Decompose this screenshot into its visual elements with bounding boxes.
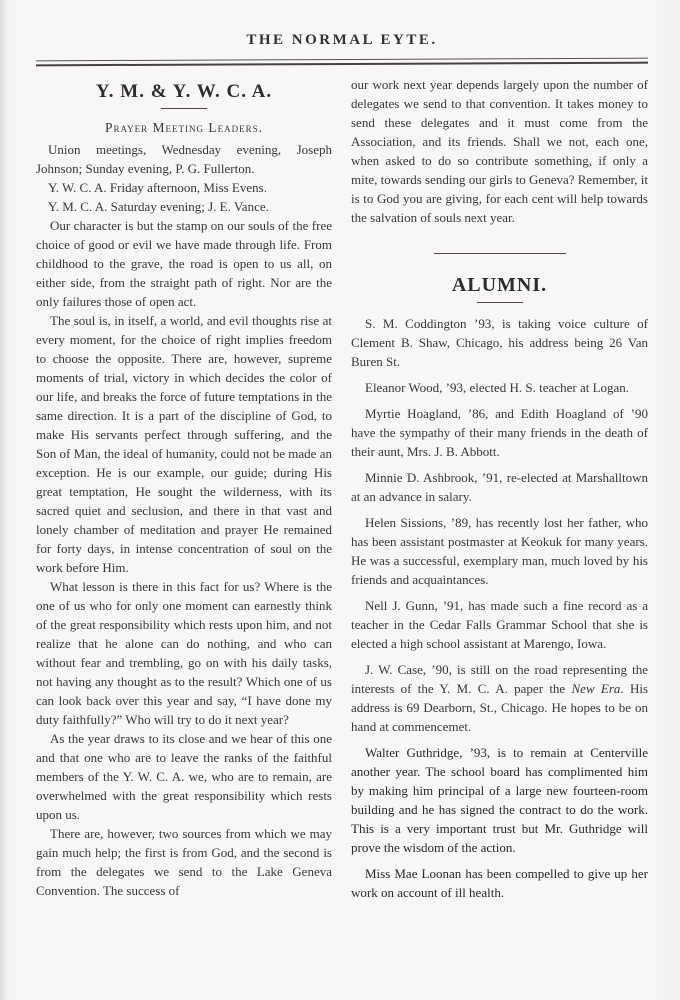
case-paper-name: New Era [571, 681, 621, 696]
alumni-item: Nell J. Gunn, ’91, has made such a fine record as a teacher in the Cedar Falls Grammar School that she is elected a high school assistant at Marengo, Iowa. [351, 598, 648, 651]
alumni-item: Walter Guthridge, ’93, is to remain at Centerville another year. The school board has complimented him by making him principal of a large new fourteen-room building and he has signed the contract to do the work. This is a very important trust but Mr. Guthridge will prove the wisdom of the action. [351, 745, 648, 855]
alumni-item: Miss Mae Loonan has been compelled to give up her work on account of ill health. [351, 866, 648, 900]
alumni-top-rule [434, 253, 566, 254]
subheading-prayer-meeting-leaders: Prayer Meeting Leaders. [104, 120, 264, 135]
paragraph: As the year draws to its close and we hear of this one and that one who are to leave the ranks of the faithful members of the Y. W. C. A. we, who are to remain, are overwhelmed with the great responsibility which rests upon us. [36, 731, 332, 822]
alumni-item: Helen Sissions, ’89, has recently lost her father, who has been assistant postmaster at Keokuk for many years. He was a successful, exemplary man, much loved by his friends and acquaintances. [351, 515, 648, 587]
section-title-alumni: ALUMNI. [451, 274, 548, 296]
alumni-title-rule [477, 302, 523, 303]
alumni-item: Myrtie Hoagland, ’86, and Edith Hoagland of ’90 have the sympathy of their many friends in the death of their aunt, Mrs. J. B. Abbott. [351, 406, 648, 459]
leader-line: Union meetings, Wednesday evening, Joseph Johnson; Sunday evening, P. G. Fullerton. [36, 142, 332, 176]
alumni-item: S. M. Coddington ’93, is taking voice culture of Clement B. Shaw, Chicago, his address being 26 Van Buren St. [351, 316, 648, 369]
case-text-pre: J. W. Case, ’90, is still on the road representing the interests of the Y. M. C. A. paper the [351, 662, 648, 696]
paragraph: What lesson is there in this fact for us? Where is the one of us who for only one moment can earnestly think of the great responsibility which rests upon him, and not realize that he alone can do nothing, and who can without fear and trembling, go on with his daily tasks, not having any thought as to the result? Which one of us can look back over this year and say, “I have done my duty faithfully?” Who will try to do it next year? [36, 579, 332, 727]
two-column-layout [36, 75, 648, 909]
leader-line: Y. M. C. A. Saturday evening; J. E. Vance. [48, 199, 269, 214]
section-title-rule [161, 108, 207, 109]
column-left [36, 75, 332, 909]
masthead-rule [36, 58, 648, 67]
alumni-item-case [351, 660, 648, 736]
continuation-paragraph: our work next year depends largely upon the number of delegates we send to that convention. It takes money to send these delegates and it must come from the Association, and its friends. Shall we not, each one, when asked to do so contribute something, if only a mite, towards sending our girls to Geneva? Remember, it is to God you are giving, for each cent will help towards the salvation of souls next year. [351, 77, 648, 225]
alumni-item: Minnie D. Ashbrook, ’91, re-elected at Marshalltown at an advance in salary. [351, 470, 648, 504]
paragraph: There are, however, two sources from which we may gain much help; the first is from God, and the second is from the delegates we send to the Lake Geneva Convention. The success of [36, 826, 332, 898]
column-right [351, 75, 648, 909]
case-text-post: . His address is 69 Dearborn, St., Chicago. He hopes to be on hand at commencemet. [351, 681, 649, 734]
paragraph: The soul is, in itself, a world, and evil thoughts rise at every moment, for the choice of right implies freedom to choose the opposite. There are, however, supreme moments of trial, victory in which decides the color of our life, and breaks the force of future temptations in the same direction. It is a part of the discipline of God, to make His servants perfect through suffering, and the Son of Man, the ideal of humanity, could not be made an exception. He is our example, our guide; during His great temptation, He sought the wilderness, with its sacred quiet and seclusion, and there in that vast and lonely chamber of meditation and prayer He remained for forty days, in intense concentration of soul on the work before Him. [36, 313, 332, 575]
section-title-ymywca: Y. M. & Y. W. C. A. [95, 81, 273, 102]
alumni-item: Eleanor Wood, ’93, elected H. S. teacher at Logan. [365, 380, 630, 395]
paragraph: Our character is but the stamp on our souls of the free choice of good or evil we have made through life. From childhood to the grave, the road is open to us all, on either side, from the straight path of right. Nor are the only failures those of open act. [36, 218, 332, 309]
leader-line: Y. W. C. A. Friday afternoon, Miss Evens. [48, 180, 267, 195]
masthead-title: THE NORMAL EYTE. [246, 32, 438, 48]
